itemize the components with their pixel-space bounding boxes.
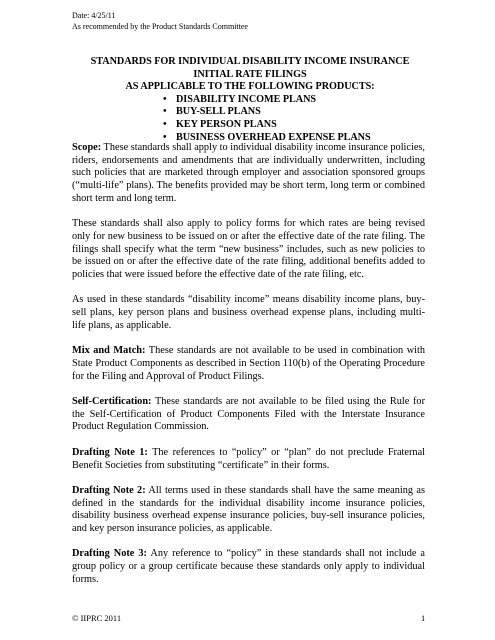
mix-match-paragraph <box>72 345 425 383</box>
document-body <box>72 142 425 599</box>
product-list <box>72 94 428 144</box>
drafting-note-2-heading: Drafting Note 2: <box>72 484 146 496</box>
header-recommended: As recommended by the Product Standards Committee <box>72 22 248 31</box>
self-certification-paragraph <box>72 396 425 434</box>
definition-paragraph: As used in these standards “disability income” means disability income plans, buy-sell plans, key person plans and business overhead expense plans, including multi-life plans, as applicable. <box>72 294 425 331</box>
drafting-note-3-text: Any reference to “policy” in these standards shall not include a group policy or a group certificate because these standards only apply to individual forms. <box>72 548 425 585</box>
scope-heading: Scope: <box>72 142 102 153</box>
product-item: • BUSINESS OVERHEAD EXPENSE PLANS <box>72 132 428 145</box>
drafting-note-1 <box>72 447 425 472</box>
scope-text: These standards shall apply to individual disability income insurance policies, riders, endorsements and amendments that are individually underwritten, including such policies that are marketed through employer and association sponsored groups (“multi-life” plans). The benefits provided may be short term, long term or combined short term and long term. <box>72 142 425 204</box>
scope-paragraph <box>72 142 425 206</box>
rates-paragraph: These standards shall also apply to policy forms for which rates are being revised only for new business to be issued on or after the effective date of the rate filing. The filings shall specify what the term “new business” includes, such as new policies to be issued on or after the effective date of the rate filing, additional benefits added to policies that were issued before the effective date of the rate filing, etc. <box>72 218 425 281</box>
header-date: Date: 4/25/11 <box>72 11 116 20</box>
footer-page-number: 1 <box>421 613 426 623</box>
title-line-3: AS APPLICABLE TO THE FOLLOWING PRODUCTS: <box>125 81 375 93</box>
footer-copyright: © IIPRC 2011 <box>72 613 122 623</box>
drafting-note-1-heading: Drafting Note 1: <box>72 446 148 458</box>
drafting-note-3-heading: Drafting Note 3: <box>72 548 147 560</box>
drafting-note-2 <box>72 485 425 536</box>
self-certification-heading: Self-Certification: <box>72 396 152 407</box>
document-title <box>72 56 428 144</box>
product-item: • BUY-SELL PLANS <box>72 106 428 119</box>
drafting-note-3 <box>72 548 425 586</box>
product-item: • KEY PERSON PLANS <box>72 119 428 132</box>
drafting-note-2-text: All terms used in these standards shall have the same meaning as defined in the standards for the individual disability income insurance policies, disability business overhead expense insurance policies, buy-sell insurance policies, and key person insurance policies, as applicable. <box>72 484 425 534</box>
document-header <box>72 10 248 32</box>
title-line-2: INITIAL RATE FILINGS <box>193 68 307 80</box>
product-item: • DISABILITY INCOME PLANS <box>72 94 428 107</box>
mix-match-text: These standards are not available to be used in combination with State Product Components as described in Section 110(b) of the Operating Procedure for the Filing and Approval of Product Filings. <box>72 345 426 382</box>
drafting-note-1-text: The references to “policy” or “plan” do not preclude Fraternal Benefit Societies from substituting “certificate” in their forms. <box>72 446 425 471</box>
title-line-1: STANDARDS FOR INDIVIDUAL DISABILITY INCOME INSURANCE <box>90 56 410 67</box>
self-certification-text: These standards are not available to be filed using the Rule for the Self-Certification of Product Components Filed with the Interstate Insurance Product Regulation Commission. <box>72 396 425 433</box>
mix-match-heading: Mix and Match: <box>72 345 146 357</box>
